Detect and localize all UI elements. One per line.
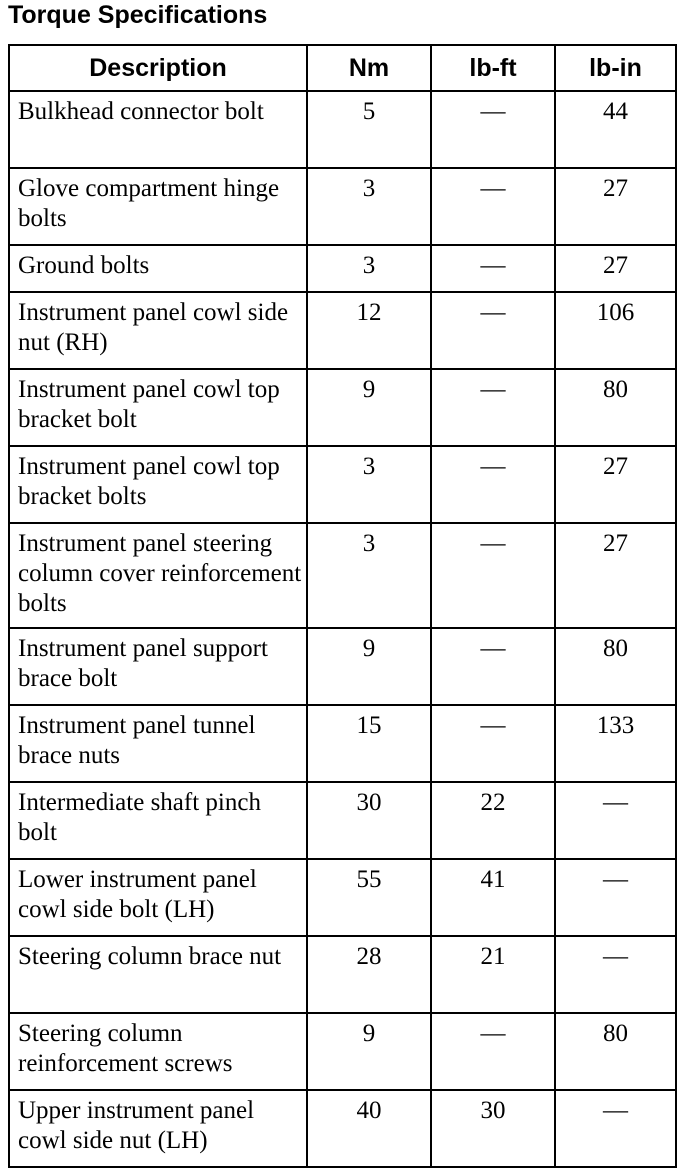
table-row — [9, 782, 676, 859]
lb-in-cell: 27 — [555, 446, 676, 523]
nm-cell: 3 — [307, 523, 431, 628]
table-row — [9, 1090, 676, 1167]
lb-in-cell: 80 — [555, 369, 676, 446]
lb-ft-cell: — — [431, 245, 555, 292]
lb-in-cell: — — [555, 782, 676, 859]
torque-specifications-table — [8, 44, 677, 1168]
nm-cell: 3 — [307, 245, 431, 292]
nm-cell: 40 — [307, 1090, 431, 1167]
nm-cell: 3 — [307, 446, 431, 523]
nm-cell: 55 — [307, 859, 431, 936]
description-cell: Instrument panel steering column cover reinforcement bolts — [9, 523, 307, 628]
lb-ft-cell: — — [431, 369, 555, 446]
nm-cell: 3 — [307, 168, 431, 245]
lb-ft-cell: 41 — [431, 859, 555, 936]
lb-ft-cell: — — [431, 628, 555, 705]
table-row — [9, 168, 676, 245]
nm-cell: 12 — [307, 292, 431, 369]
description-cell: Steering column reinforcement screws — [9, 1013, 307, 1090]
lb-ft-cell: 21 — [431, 936, 555, 1013]
lb-in-cell: 27 — [555, 245, 676, 292]
lb-ft-cell: 22 — [431, 782, 555, 859]
nm-cell: 9 — [307, 369, 431, 446]
column-header-lb-ft: lb-ft — [431, 45, 555, 91]
lb-in-cell: 80 — [555, 1013, 676, 1090]
description-cell: Lower instrument panel cowl side bolt (LH) — [9, 859, 307, 936]
lb-in-cell: 27 — [555, 168, 676, 245]
table-row — [9, 292, 676, 369]
nm-cell: 5 — [307, 91, 431, 168]
table-row — [9, 245, 676, 292]
lb-in-cell: 133 — [555, 705, 676, 782]
nm-cell: 9 — [307, 1013, 431, 1090]
nm-cell: 15 — [307, 705, 431, 782]
description-cell: Instrument panel cowl side nut (RH) — [9, 292, 307, 369]
description-cell: Intermediate shaft pinch bolt — [9, 782, 307, 859]
nm-cell: 9 — [307, 628, 431, 705]
table-row — [9, 369, 676, 446]
table-row — [9, 446, 676, 523]
lb-ft-cell: 30 — [431, 1090, 555, 1167]
description-cell: Glove compartment hinge bolts — [9, 168, 307, 245]
lb-ft-cell: — — [431, 1013, 555, 1090]
table-row — [9, 936, 676, 1013]
description-cell: Instrument panel cowl top bracket bolts — [9, 446, 307, 523]
description-cell: Steering column brace nut — [9, 936, 307, 1013]
lb-ft-cell: — — [431, 705, 555, 782]
header-row — [9, 45, 676, 91]
table-row — [9, 628, 676, 705]
description-cell: Bulkhead connector bolt — [9, 91, 307, 168]
table-row — [9, 523, 676, 628]
description-cell: Instrument panel tunnel brace nuts — [9, 705, 307, 782]
lb-in-cell: — — [555, 936, 676, 1013]
lb-in-cell: — — [555, 1090, 676, 1167]
table-row — [9, 91, 676, 168]
page-title: Torque Specifications — [8, 1, 268, 29]
description-cell: Instrument panel cowl top bracket bolt — [9, 369, 307, 446]
column-header-description: Description — [9, 45, 307, 91]
description-cell: Upper instrument panel cowl side nut (LH) — [9, 1090, 307, 1167]
nm-cell: 28 — [307, 936, 431, 1013]
lb-ft-cell: — — [431, 523, 555, 628]
description-cell: Instrument panel support brace bolt — [9, 628, 307, 705]
lb-in-cell: — — [555, 859, 676, 936]
table-row — [9, 1013, 676, 1090]
lb-in-cell: 27 — [555, 523, 676, 628]
column-header-nm: Nm — [307, 45, 431, 91]
description-cell: Ground bolts — [9, 245, 307, 292]
lb-in-cell: 106 — [555, 292, 676, 369]
lb-ft-cell: — — [431, 91, 555, 168]
lb-in-cell: 80 — [555, 628, 676, 705]
column-header-lb-in: lb-in — [555, 45, 676, 91]
table-row — [9, 859, 676, 936]
lb-in-cell: 44 — [555, 91, 676, 168]
nm-cell: 30 — [307, 782, 431, 859]
table-row — [9, 705, 676, 782]
lb-ft-cell: — — [431, 292, 555, 369]
lb-ft-cell: — — [431, 168, 555, 245]
lb-ft-cell: — — [431, 446, 555, 523]
